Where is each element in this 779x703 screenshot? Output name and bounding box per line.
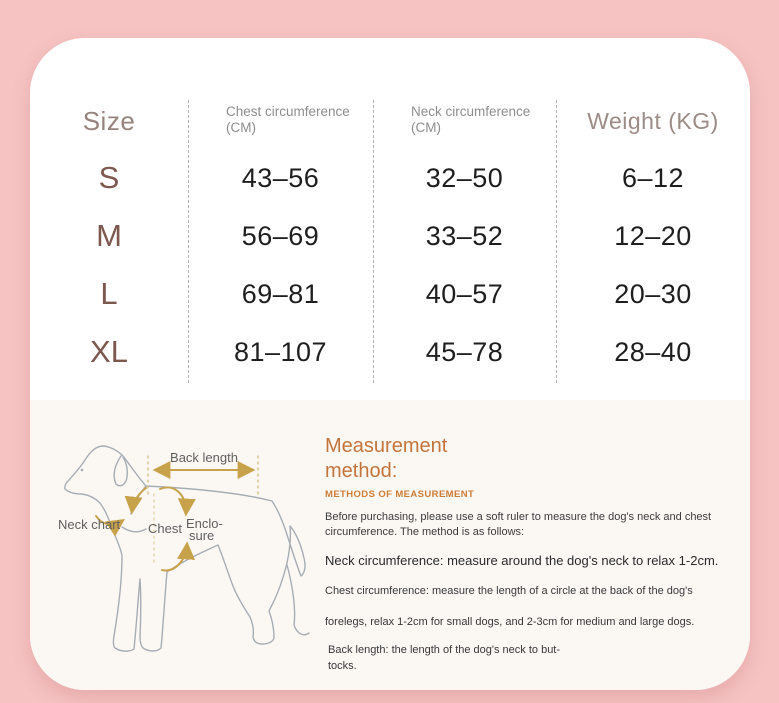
column-header-size: Size — [82, 105, 136, 136]
neck-header-label: Neck circumference — [411, 104, 531, 119]
intro-line1: Before purchasing, please use a soft ruler to measure the dog's neck and chest — [325, 511, 712, 523]
back-length-label: Back length — [170, 450, 238, 465]
column-header-weight: Weight (KG) — [587, 107, 719, 134]
chest-header-label: Chest circumference — [226, 104, 350, 119]
size-table — [30, 93, 750, 381]
chest-header-unit: (CM) — [226, 120, 256, 135]
measurement-subtitle: METHODS OF MEASUREMENT — [325, 489, 475, 500]
measurement-title-line2: method: — [325, 460, 398, 482]
neck-value-xl: 45–78 — [425, 336, 504, 367]
neck-header-unit: (CM) — [411, 120, 441, 135]
measurement-section — [30, 400, 750, 690]
dog-measurement-diagram — [42, 432, 342, 682]
measurement-arrows-icon — [96, 456, 258, 570]
intro-paragraph — [325, 510, 745, 540]
enclosure-label-line2: sure — [189, 528, 215, 543]
chest-value-m: 56–69 — [241, 220, 320, 251]
back-instruction-line2: tocks. — [328, 660, 357, 672]
neck-arrow-icon — [132, 488, 146, 511]
size-label-xl: XL — [90, 334, 128, 369]
chest-label: Chest — [148, 521, 182, 536]
neck-value-m: 33–52 — [425, 220, 504, 251]
back-length-instruction — [325, 642, 745, 674]
chest-value-s: 43–56 — [241, 162, 320, 193]
weight-value-m: 12–20 — [614, 220, 692, 251]
measurement-title — [325, 434, 745, 484]
back-instruction-line1: Back length: the length of the dog's neck to but- — [328, 644, 561, 656]
measurement-text-block — [325, 434, 745, 674]
size-chart-card — [30, 38, 750, 690]
chest-value-xl: 81–107 — [233, 336, 328, 367]
size-label-m: M — [96, 218, 122, 253]
weight-value-s: 6–12 — [621, 162, 685, 193]
weight-value-l: 20–30 — [614, 278, 692, 309]
size-label-s: S — [98, 160, 120, 195]
intro-line2: circumference. The method is as follows: — [325, 526, 525, 538]
chest-value-l: 69–81 — [241, 278, 320, 309]
size-label-l: L — [100, 276, 118, 311]
enclosure-label-line1: Enclo- — [186, 516, 223, 531]
measurement-title-line1: Measurement — [325, 435, 448, 457]
neck-value-s: 32–50 — [425, 162, 504, 193]
column-header-neck — [373, 93, 556, 149]
column-header-chest — [188, 93, 373, 149]
neck-instruction: Neck circumference: measure around the dog's neck to relax 1-2cm. — [325, 553, 719, 568]
chest-upper-arc-icon — [160, 488, 186, 513]
neck-value-l: 40–57 — [425, 278, 504, 309]
chest-instruction-line2: forelegs, relax 1-2cm for small dogs, and 2-3cm for medium and large dogs. — [325, 616, 695, 628]
weight-value-xl: 28–40 — [614, 336, 692, 367]
chest-instruction-line1: Chest circumference: measure the length of a circle at the back of the dog's — [325, 585, 693, 597]
neck-chart-label: Neck chart — [58, 517, 121, 532]
